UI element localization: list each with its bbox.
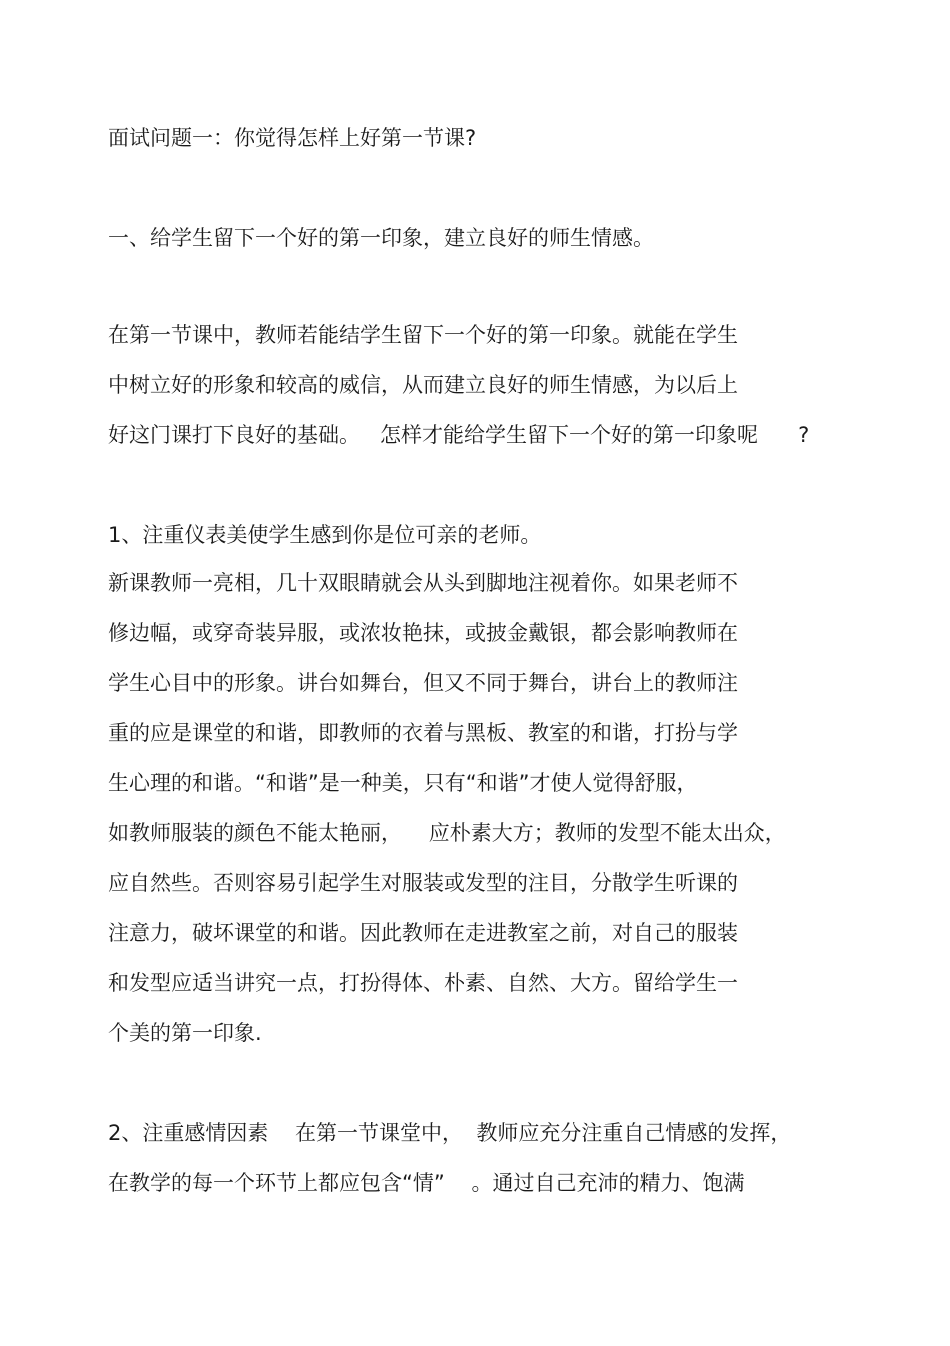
point1-line: 注意力，破坏课堂的和谐。因此教师在走进教室之前，对自己的服装 [108, 921, 738, 945]
point1-line: 新课教师一亮相，几十双眼睛就会从头到脚地注视着你。如果老师不 [108, 571, 738, 595]
point1-heading: 1、注重仪表美使学生感到你是位可亲的老师。 [108, 523, 542, 547]
point1-line: 重的应是课堂的和谐，即教师的衣着与黑板、教室的和谐，打扮与学 [108, 721, 738, 745]
point1-line: 生心理的和谐。“和谐”是一种美，只有“和谐”才使人觉得舒服， [108, 771, 698, 795]
point1-line: 学生心目中的形象。讲台如舞台，但又不同于舞台，讲台上的教师注 [108, 671, 738, 695]
point2-line: 在教学的每一个环节上都应包含“情” 。通过自己充沛的精力、饱满 [108, 1171, 745, 1195]
point1-line: 应自然些。否则容易引起学生对服装或发型的注目，分散学生听课的 [108, 871, 738, 895]
point2-line: 2、注重感情因素 在第一节课堂中， 教师应充分注重自己情感的发挥， [108, 1121, 792, 1145]
intro-line: 中树立好的形象和较高的威信，从而建立良好的师生情感，为以后上 [108, 373, 738, 397]
page-title: 面试问题一：你觉得怎样上好第一节课? [108, 126, 477, 150]
point1-line: 个美的第一印象. [108, 1021, 262, 1045]
point1-line: 和发型应适当讲究一点，打扮得体、朴素、自然、大方。留给学生一 [108, 971, 738, 995]
point1-line: 修边幅，或穿奇装异服，或浓妆艳抹，或披金戴银，都会影响教师在 [108, 621, 738, 645]
section-heading: 一、给学生留下一个好的第一印象，建立良好的师生情感。 [108, 226, 654, 250]
intro-line: 好这门课打下良好的基础。 怎样才能给学生留下一个好的第一印象呢 ? [108, 423, 810, 447]
point1-line: 如教师服装的颜色不能太艳丽， 应朴素大方；教师的发型不能太出众， [108, 821, 786, 845]
intro-line: 在第一节课中，教师若能结学生留下一个好的第一印象。就能在学生 [108, 323, 738, 347]
